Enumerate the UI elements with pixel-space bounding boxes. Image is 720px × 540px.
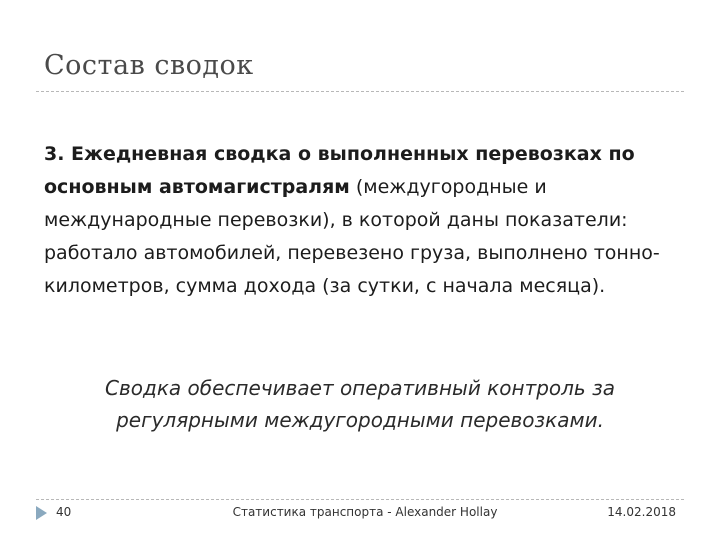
slide-title: Состав сводок	[44, 50, 254, 81]
body-paragraph	[44, 138, 684, 303]
page-number: 40	[56, 505, 72, 519]
title-divider	[36, 91, 684, 92]
body-normal-text: (междугородные и международные перевозки), в которой даны показатели: работало автомобилей, перевезено груза, выполнено тонно-километров, сумма дохода (за сутки, с начала месяца).	[44, 176, 660, 297]
footer-date: 14.02.2018	[607, 505, 676, 519]
summary-quote: Сводка обеспечивает оперативный контроль за регулярными междугородными перевозками.	[105, 376, 615, 432]
triangle-right-icon	[36, 506, 47, 520]
footer-divider	[36, 499, 684, 500]
footer-title: Статистика транспорта - Alexander Hollay	[232, 505, 498, 519]
body-bold-text: 3. Ежедневная сводка о выполненных перевозках по основным автомагистралям	[44, 143, 635, 198]
